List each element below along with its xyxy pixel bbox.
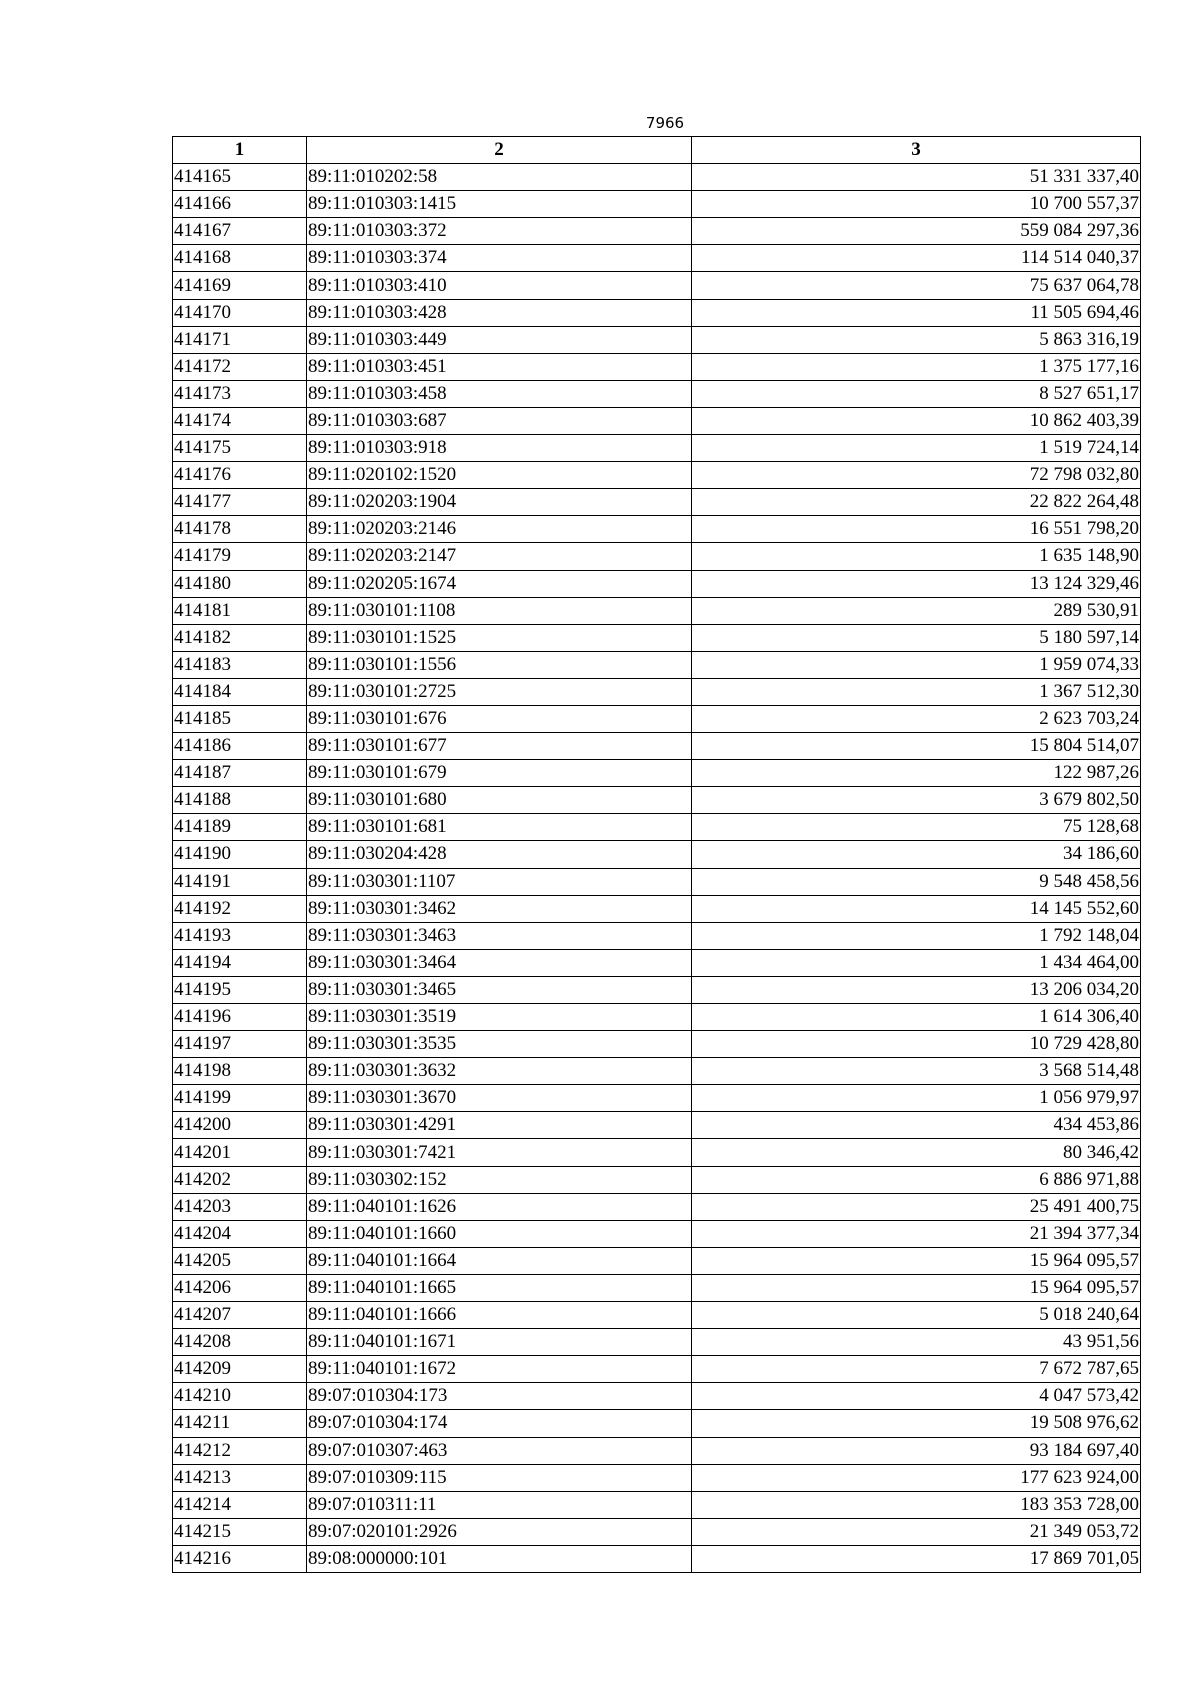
cadastral-number-cell: 89:07:020101:2926 xyxy=(307,1518,692,1545)
table-row xyxy=(173,895,1141,922)
value-cell: 183 353 728,00 xyxy=(692,1491,1141,1518)
table-row xyxy=(173,1302,1141,1329)
cadastral-number-cell: 89:11:010303:428 xyxy=(307,299,692,326)
value-cell: 51 331 337,40 xyxy=(692,164,1141,191)
table-row xyxy=(173,760,1141,787)
cadastral-number-cell: 89:11:030101:1525 xyxy=(307,624,692,651)
row-number-cell: 414182 xyxy=(173,624,307,651)
table-row xyxy=(173,922,1141,949)
row-number-cell: 414167 xyxy=(173,218,307,245)
table-row xyxy=(173,841,1141,868)
cadastral-number-cell: 89:07:010311:11 xyxy=(307,1491,692,1518)
value-cell: 80 346,42 xyxy=(692,1139,1141,1166)
table-row xyxy=(173,1437,1141,1464)
row-number-cell: 414194 xyxy=(173,949,307,976)
value-cell: 114 514 040,37 xyxy=(692,245,1141,272)
cadastral-number-cell: 89:11:020102:1520 xyxy=(307,462,692,489)
row-number-cell: 414165 xyxy=(173,164,307,191)
table-row xyxy=(173,1410,1141,1437)
table-row xyxy=(173,1004,1141,1031)
cadastral-number-cell: 89:11:010303:1415 xyxy=(307,191,692,218)
cadastral-number-cell: 89:08:000000:101 xyxy=(307,1545,692,1572)
row-number-cell: 414193 xyxy=(173,922,307,949)
table-row xyxy=(173,191,1141,218)
cadastral-number-cell: 89:11:010303:449 xyxy=(307,326,692,353)
row-number-cell: 414214 xyxy=(173,1491,307,1518)
row-number-cell: 414175 xyxy=(173,435,307,462)
value-cell: 1 519 724,14 xyxy=(692,435,1141,462)
row-number-cell: 414171 xyxy=(173,326,307,353)
cadastral-number-cell: 89:11:030301:3519 xyxy=(307,1004,692,1031)
table-body xyxy=(173,164,1141,1573)
value-cell: 21 394 377,34 xyxy=(692,1220,1141,1247)
row-number-cell: 414173 xyxy=(173,380,307,407)
value-cell: 14 145 552,60 xyxy=(692,895,1141,922)
column-header-1: 1 xyxy=(173,137,307,164)
table-row xyxy=(173,949,1141,976)
table-row xyxy=(173,570,1141,597)
row-number-cell: 414188 xyxy=(173,787,307,814)
value-cell: 6 886 971,88 xyxy=(692,1166,1141,1193)
table-row xyxy=(173,1329,1141,1356)
row-number-cell: 414183 xyxy=(173,651,307,678)
table-row xyxy=(173,380,1141,407)
row-number-cell: 414180 xyxy=(173,570,307,597)
cadastral-number-cell: 89:07:010304:174 xyxy=(307,1410,692,1437)
row-number-cell: 414179 xyxy=(173,543,307,570)
value-cell: 5 863 316,19 xyxy=(692,326,1141,353)
row-number-cell: 414192 xyxy=(173,895,307,922)
value-cell: 10 729 428,80 xyxy=(692,1031,1141,1058)
value-cell: 11 505 694,46 xyxy=(692,299,1141,326)
row-number-cell: 414208 xyxy=(173,1329,307,1356)
row-number-cell: 414191 xyxy=(173,868,307,895)
column-header-3: 3 xyxy=(692,137,1141,164)
table-row xyxy=(173,1193,1141,1220)
value-cell: 75 128,68 xyxy=(692,814,1141,841)
row-number-cell: 414202 xyxy=(173,1166,307,1193)
cadastral-number-cell: 89:11:030301:3670 xyxy=(307,1085,692,1112)
row-number-cell: 414166 xyxy=(173,191,307,218)
row-number-cell: 414195 xyxy=(173,976,307,1003)
cadastral-number-cell: 89:11:020203:1904 xyxy=(307,489,692,516)
value-cell: 15 964 095,57 xyxy=(692,1247,1141,1274)
cadastral-number-cell: 89:11:040101:1664 xyxy=(307,1247,692,1274)
value-cell: 7 672 787,65 xyxy=(692,1356,1141,1383)
value-cell: 1 614 306,40 xyxy=(692,1004,1141,1031)
cadastral-number-cell: 89:11:030301:1107 xyxy=(307,868,692,895)
value-cell: 177 623 924,00 xyxy=(692,1464,1141,1491)
value-cell: 75 637 064,78 xyxy=(692,272,1141,299)
cadastral-number-cell: 89:07:010309:115 xyxy=(307,1464,692,1491)
table-row xyxy=(173,272,1141,299)
cadastral-number-cell: 89:11:020203:2147 xyxy=(307,543,692,570)
table-row xyxy=(173,733,1141,760)
cadastral-number-cell: 89:11:010303:372 xyxy=(307,218,692,245)
cadastral-number-cell: 89:11:010202:58 xyxy=(307,164,692,191)
table-row xyxy=(173,624,1141,651)
table-row xyxy=(173,407,1141,434)
cadastral-number-cell: 89:11:040101:1671 xyxy=(307,1329,692,1356)
registry-table xyxy=(172,136,1141,1573)
row-number-cell: 414203 xyxy=(173,1193,307,1220)
table-row xyxy=(173,1085,1141,1112)
row-number-cell: 414174 xyxy=(173,407,307,434)
cadastral-number-cell: 89:11:030301:3462 xyxy=(307,895,692,922)
table-row xyxy=(173,489,1141,516)
table-row xyxy=(173,164,1141,191)
value-cell: 15 964 095,57 xyxy=(692,1274,1141,1301)
cadastral-number-cell: 89:11:030301:4291 xyxy=(307,1112,692,1139)
cadastral-number-cell: 89:11:010303:451 xyxy=(307,353,692,380)
cadastral-number-cell: 89:11:030101:680 xyxy=(307,787,692,814)
table-row xyxy=(173,1356,1141,1383)
cadastral-number-cell: 89:11:020203:2146 xyxy=(307,516,692,543)
value-cell: 1 635 148,90 xyxy=(692,543,1141,570)
row-number-cell: 414177 xyxy=(173,489,307,516)
value-cell: 10 862 403,39 xyxy=(692,407,1141,434)
row-number-cell: 414210 xyxy=(173,1383,307,1410)
table-row xyxy=(173,218,1141,245)
value-cell: 16 551 798,20 xyxy=(692,516,1141,543)
cadastral-number-cell: 89:11:030101:676 xyxy=(307,705,692,732)
table-row xyxy=(173,353,1141,380)
row-number-cell: 414185 xyxy=(173,705,307,732)
row-number-cell: 414207 xyxy=(173,1302,307,1329)
cadastral-number-cell: 89:11:040101:1660 xyxy=(307,1220,692,1247)
row-number-cell: 414204 xyxy=(173,1220,307,1247)
table-row xyxy=(173,1247,1141,1274)
row-number-cell: 414215 xyxy=(173,1518,307,1545)
value-cell: 17 869 701,05 xyxy=(692,1545,1141,1572)
table-row xyxy=(173,299,1141,326)
row-number-cell: 414170 xyxy=(173,299,307,326)
table-row xyxy=(173,516,1141,543)
table-row xyxy=(173,1166,1141,1193)
value-cell: 5 180 597,14 xyxy=(692,624,1141,651)
table-row xyxy=(173,814,1141,841)
cadastral-number-cell: 89:11:010303:374 xyxy=(307,245,692,272)
value-cell: 25 491 400,75 xyxy=(692,1193,1141,1220)
cadastral-number-cell: 89:07:010304:173 xyxy=(307,1383,692,1410)
cadastral-number-cell: 89:11:030101:1108 xyxy=(307,597,692,624)
row-number-cell: 414176 xyxy=(173,462,307,489)
table-row xyxy=(173,1383,1141,1410)
cadastral-number-cell: 89:11:030204:428 xyxy=(307,841,692,868)
cadastral-number-cell: 89:11:010303:410 xyxy=(307,272,692,299)
table-row xyxy=(173,1464,1141,1491)
table-row xyxy=(173,1274,1141,1301)
cadastral-number-cell: 89:11:020205:1674 xyxy=(307,570,692,597)
column-header-2: 2 xyxy=(307,137,692,164)
cadastral-number-cell: 89:11:040101:1672 xyxy=(307,1356,692,1383)
row-number-cell: 414200 xyxy=(173,1112,307,1139)
value-cell: 3 568 514,48 xyxy=(692,1058,1141,1085)
table-header-row xyxy=(173,137,1141,164)
row-number-cell: 414201 xyxy=(173,1139,307,1166)
row-number-cell: 414190 xyxy=(173,841,307,868)
table-row xyxy=(173,543,1141,570)
table-row xyxy=(173,868,1141,895)
value-cell: 1 056 979,97 xyxy=(692,1085,1141,1112)
value-cell: 8 527 651,17 xyxy=(692,380,1141,407)
row-number-cell: 414178 xyxy=(173,516,307,543)
row-number-cell: 414199 xyxy=(173,1085,307,1112)
cadastral-number-cell: 89:11:030101:679 xyxy=(307,760,692,787)
value-cell: 122 987,26 xyxy=(692,760,1141,787)
cadastral-number-cell: 89:07:010307:463 xyxy=(307,1437,692,1464)
value-cell: 10 700 557,37 xyxy=(692,191,1141,218)
cadastral-number-cell: 89:11:040101:1666 xyxy=(307,1302,692,1329)
row-number-cell: 414216 xyxy=(173,1545,307,1572)
row-number-cell: 414181 xyxy=(173,597,307,624)
value-cell: 43 951,56 xyxy=(692,1329,1141,1356)
row-number-cell: 414169 xyxy=(173,272,307,299)
cadastral-number-cell: 89:11:040101:1665 xyxy=(307,1274,692,1301)
table-row xyxy=(173,1518,1141,1545)
row-number-cell: 414184 xyxy=(173,678,307,705)
row-number-cell: 414198 xyxy=(173,1058,307,1085)
cadastral-number-cell: 89:11:030101:1556 xyxy=(307,651,692,678)
value-cell: 15 804 514,07 xyxy=(692,733,1141,760)
value-cell: 1 959 074,33 xyxy=(692,651,1141,678)
value-cell: 9 548 458,56 xyxy=(692,868,1141,895)
value-cell: 289 530,91 xyxy=(692,597,1141,624)
table-row xyxy=(173,1220,1141,1247)
cadastral-number-cell: 89:11:010303:918 xyxy=(307,435,692,462)
table-row xyxy=(173,245,1141,272)
cadastral-number-cell: 89:11:030301:3535 xyxy=(307,1031,692,1058)
cadastral-number-cell: 89:11:040101:1626 xyxy=(307,1193,692,1220)
table-row xyxy=(173,1545,1141,1572)
cadastral-number-cell: 89:11:030301:7421 xyxy=(307,1139,692,1166)
table-row xyxy=(173,435,1141,462)
row-number-cell: 414205 xyxy=(173,1247,307,1274)
value-cell: 434 453,86 xyxy=(692,1112,1141,1139)
table-row xyxy=(173,462,1141,489)
row-number-cell: 414196 xyxy=(173,1004,307,1031)
value-cell: 4 047 573,42 xyxy=(692,1383,1141,1410)
row-number-cell: 414189 xyxy=(173,814,307,841)
row-number-cell: 414206 xyxy=(173,1274,307,1301)
cadastral-number-cell: 89:11:030101:2725 xyxy=(307,678,692,705)
value-cell: 13 206 034,20 xyxy=(692,976,1141,1003)
table-row xyxy=(173,1058,1141,1085)
cadastral-number-cell: 89:11:030301:3632 xyxy=(307,1058,692,1085)
value-cell: 34 186,60 xyxy=(692,841,1141,868)
page-number: 7966 xyxy=(645,114,685,132)
value-cell: 559 084 297,36 xyxy=(692,218,1141,245)
value-cell: 3 679 802,50 xyxy=(692,787,1141,814)
cadastral-number-cell: 89:11:030301:3465 xyxy=(307,976,692,1003)
row-number-cell: 414212 xyxy=(173,1437,307,1464)
table-row xyxy=(173,787,1141,814)
row-number-cell: 414168 xyxy=(173,245,307,272)
cadastral-number-cell: 89:11:030101:681 xyxy=(307,814,692,841)
value-cell: 19 508 976,62 xyxy=(692,1410,1141,1437)
cadastral-number-cell: 89:11:030101:677 xyxy=(307,733,692,760)
table-row xyxy=(173,651,1141,678)
value-cell: 2 623 703,24 xyxy=(692,705,1141,732)
value-cell: 1 792 148,04 xyxy=(692,922,1141,949)
row-number-cell: 414186 xyxy=(173,733,307,760)
value-cell: 1 434 464,00 xyxy=(692,949,1141,976)
table-row xyxy=(173,1491,1141,1518)
value-cell: 72 798 032,80 xyxy=(692,462,1141,489)
row-number-cell: 414197 xyxy=(173,1031,307,1058)
table-row xyxy=(173,1112,1141,1139)
row-number-cell: 414172 xyxy=(173,353,307,380)
row-number-cell: 414213 xyxy=(173,1464,307,1491)
row-number-cell: 414211 xyxy=(173,1410,307,1437)
cadastral-number-cell: 89:11:030301:3463 xyxy=(307,922,692,949)
value-cell: 1 367 512,30 xyxy=(692,678,1141,705)
cadastral-number-cell: 89:11:030302:152 xyxy=(307,1166,692,1193)
value-cell: 1 375 177,16 xyxy=(692,353,1141,380)
value-cell: 22 822 264,48 xyxy=(692,489,1141,516)
row-number-cell: 414209 xyxy=(173,1356,307,1383)
table-row xyxy=(173,1031,1141,1058)
cadastral-number-cell: 89:11:010303:458 xyxy=(307,380,692,407)
table-row xyxy=(173,1139,1141,1166)
table-row xyxy=(173,326,1141,353)
cadastral-number-cell: 89:11:010303:687 xyxy=(307,407,692,434)
value-cell: 93 184 697,40 xyxy=(692,1437,1141,1464)
value-cell: 13 124 329,46 xyxy=(692,570,1141,597)
row-number-cell: 414187 xyxy=(173,760,307,787)
table-row xyxy=(173,705,1141,732)
value-cell: 5 018 240,64 xyxy=(692,1302,1141,1329)
table-row xyxy=(173,678,1141,705)
table-row xyxy=(173,597,1141,624)
value-cell: 21 349 053,72 xyxy=(692,1518,1141,1545)
cadastral-number-cell: 89:11:030301:3464 xyxy=(307,949,692,976)
table-row xyxy=(173,976,1141,1003)
